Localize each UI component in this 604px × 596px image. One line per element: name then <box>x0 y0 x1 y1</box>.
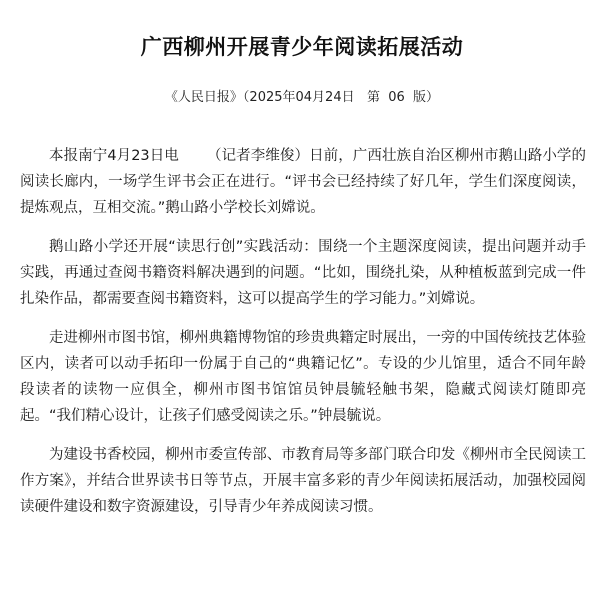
source-line: 《人民日报》（2025年04月24日 第 06 版） <box>164 90 440 105</box>
paragraph: 走进柳州市图书馆，柳州典籍博物馆的珍贵典籍定时展出，一旁的中国传统技艺体验区内，读者可以动手拓印一份属于自己的“典籍记忆”。专设的少儿馆里，适合不同年龄段读者的读物一应俱全，柳州市图书馆馆员钟晨毓轻触书架，隐藏式阅读灯随即亮起。“我们精心设计，让孩子们感受阅读之乐。”钟晨毓说。 <box>20 330 586 424</box>
paragraph: 鹅山路小学还开展“读思行创”实践活动：围绕一个主题深度阅读，提出问题并动手实践，再通过查阅书籍资料解决遇到的问题。“比如，围绕扎染，从种植板蓝到完成一件扎染作品，都需要查阅书籍资料，这可以提高学生的学习能力。”刘嫦说。 <box>20 239 586 307</box>
paragraph: 本报南宁4月23日电 （记者李维俊）日前，广西壮族自治区柳州市鹅山路小学的阅读长廊内，一场学生评书会正在进行。“评书会已经持续了好几年，学生们深度阅读，提炼观点，互相交流。”鹅山路小学校长刘嫦说。 <box>20 148 586 216</box>
paragraph: 为建设书香校园，柳州市委宣传部、市教育局等多部门联合印发《柳州市全民阅读工作方案》，并结合世界读书日等节点，开展丰富多彩的青少年阅读拓展活动，加强校园阅读硬件建设和数字资源建设，引导青少年养成阅读习惯。 <box>20 447 586 515</box>
article-body <box>20 143 586 520</box>
article-title: 广西柳州开展青少年阅读拓展活动 <box>140 35 464 59</box>
